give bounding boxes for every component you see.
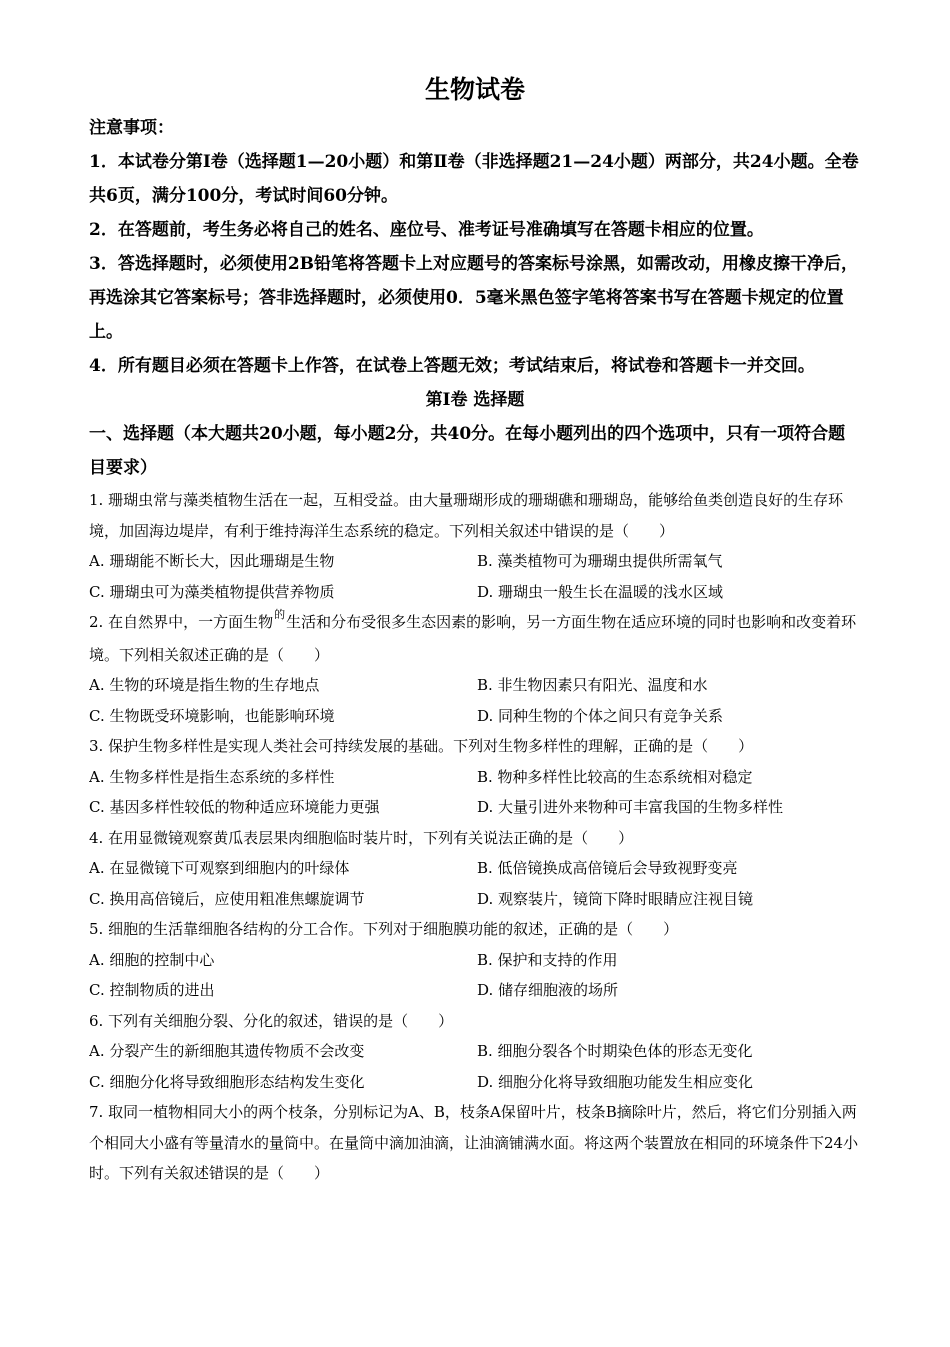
option-b: B. 保护和支持的作用 xyxy=(477,950,618,969)
option-a: A. 在显微镜下可观察到细胞内的叶绿体 xyxy=(89,859,350,877)
option-grid xyxy=(89,1036,861,1097)
section-title: 第Ⅰ卷 选择题 xyxy=(425,390,525,410)
option-d: D. 珊瑚虫一般生长在温暖的浅水区域 xyxy=(477,582,724,601)
option-a: A. 细胞的控制中心 xyxy=(89,950,215,969)
question-stem: 6. 下列有关细胞分裂、分化的叙述，错误的是（ ） xyxy=(89,1011,454,1030)
question-2 xyxy=(89,607,861,731)
question-stem xyxy=(89,607,861,670)
option-c: C. 换用高倍镜后，应使用粗准焦螺旋调节 xyxy=(89,889,365,908)
option-d: D. 观察装片，镜筒下降时眼睛应注视目镜 xyxy=(477,889,754,908)
option-c: C. 基因多样性较低的物种适应环境能力更强 xyxy=(89,798,380,816)
question-stem: 5. 细胞的生活靠细胞各结构的分工合作。下列对于细胞膜功能的叙述，正确的是（ ） xyxy=(89,920,679,938)
option-c: C. 生物既受环境影响，也能影响环境 xyxy=(89,706,335,725)
question-stem: 1. 珊瑚虫常与藻类植物生活在一起，互相受益。由大量珊瑚形成的珊瑚礁和珊瑚岛，能够给鱼类创造良好的生存环境，加固海边堤岸，有利于维持海洋生态系统的稳定。下列相关叙述中错误的是（ ） xyxy=(89,491,844,540)
option-b: B. 低倍镜换成高倍镜后会导致视野变亮 xyxy=(477,859,738,877)
option-b: B. 非生物因素只有阳光、温度和水 xyxy=(477,676,708,694)
option-grid xyxy=(89,670,861,731)
option-d: D. 细胞分化将导致细胞功能发生相应变化 xyxy=(477,1072,754,1091)
option-grid xyxy=(89,762,861,823)
exam-page xyxy=(89,68,861,1189)
option-grid xyxy=(89,853,861,914)
option-grid xyxy=(89,546,861,607)
option-a: A. 生物的环境是指生物的生存地点 xyxy=(89,676,320,694)
stem-part-after: 生活和分布受很多生态因素的影响，另一方面生物在适应环境的同时也影响和改变着环境。下列相关叙述正确的是（ ） xyxy=(89,613,857,664)
option-grid xyxy=(89,945,861,1006)
option-a: A. 珊瑚能不断长大，因此珊瑚是生物 xyxy=(89,552,335,570)
option-b: B. 藻类植物可为珊瑚虫提供所需氧气 xyxy=(477,552,723,570)
option-a: A. 生物多样性是指生态系统的多样性 xyxy=(89,767,335,786)
question-4 xyxy=(89,823,861,915)
notice-item-3: 3．答选择题时，必须使用2B铅笔将答题卡上对应题号的答案标号涂黑，如需改动，用橡皮擦干净后，再选涂其它答案标号；答非选择题时，必须使用0．5毫米黑色签字笔将答案书写在答题卡规定的位置上。 xyxy=(89,254,859,342)
option-d: D. 同种生物的个体之间只有竞争关系 xyxy=(477,706,724,725)
notice-item-1: 1．本试卷分第Ⅰ卷（选择题1—20小题）和第Ⅱ卷（非选择题21—24小题）两部分，共24小题。全卷共6页，满分100分，考试时间60分钟。 xyxy=(89,152,859,206)
option-b: B. 物种多样性比较高的生态系统相对稳定 xyxy=(477,767,753,786)
notice-item-4: 4．所有题目必须在答题卡上作答，在试卷上答题无效；考试结束后，将试卷和答题卡一并交回。 xyxy=(89,356,815,376)
question-1 xyxy=(89,485,861,607)
option-c: C. 控制物质的进出 xyxy=(89,981,215,999)
option-d: D. 大量引进外来物种可丰富我国的生物多样性 xyxy=(477,798,784,816)
part-heading: 一、选择题（本大题共20小题，每小题2分，共40分。在每小题列出的四个选项中，只有一项符合题目要求） xyxy=(89,424,846,478)
question-3 xyxy=(89,731,861,823)
option-b: B. 细胞分裂各个时期染色体的形态无变化 xyxy=(477,1042,753,1060)
option-d: D. 储存细胞液的场所 xyxy=(477,981,619,999)
option-a: A. 分裂产生的新细胞其遗传物质不会改变 xyxy=(89,1042,365,1060)
question-stem: 7. 取同一植物相同大小的两个枝条，分别标记为A、B，枝条A保留叶片，枝条B摘除叶片，然后，将它们分别插入两个相同大小盛有等量清水的量筒中。在量筒中滴加油滴，让油滴铺满水面。将这两个装置放在相同的环境条件下24小时。下列有关叙述错误的是（ ） xyxy=(89,1103,859,1182)
question-stem: 3. 保护生物多样性是实现人类社会可持续发展的基础。下列对生物多样性的理解，正确的是（ ） xyxy=(89,737,754,755)
stem-raised-mark: 的 xyxy=(274,608,286,621)
notice-item-2: 2．在答题前，考生务必将自己的姓名、座位号、准考证号准确填写在答题卡相应的位置。 xyxy=(89,220,764,240)
exam-title: 生物试卷 xyxy=(424,75,525,104)
question-7 xyxy=(89,1097,861,1189)
notice-heading: 注意事项： xyxy=(89,118,174,138)
option-c: C. 细胞分化将导致细胞形态结构发生变化 xyxy=(89,1072,365,1091)
question-5 xyxy=(89,914,861,1006)
question-6 xyxy=(89,1006,861,1098)
question-stem: 4. 在用显微镜观察黄瓜表层果肉细胞临时装片时，下列有关说法正确的是（ ） xyxy=(89,828,634,847)
option-c: C. 珊瑚虫可为藻类植物提供营养物质 xyxy=(89,582,335,601)
stem-part-before: 2. 在自然界中，一方面生物 xyxy=(89,613,274,631)
